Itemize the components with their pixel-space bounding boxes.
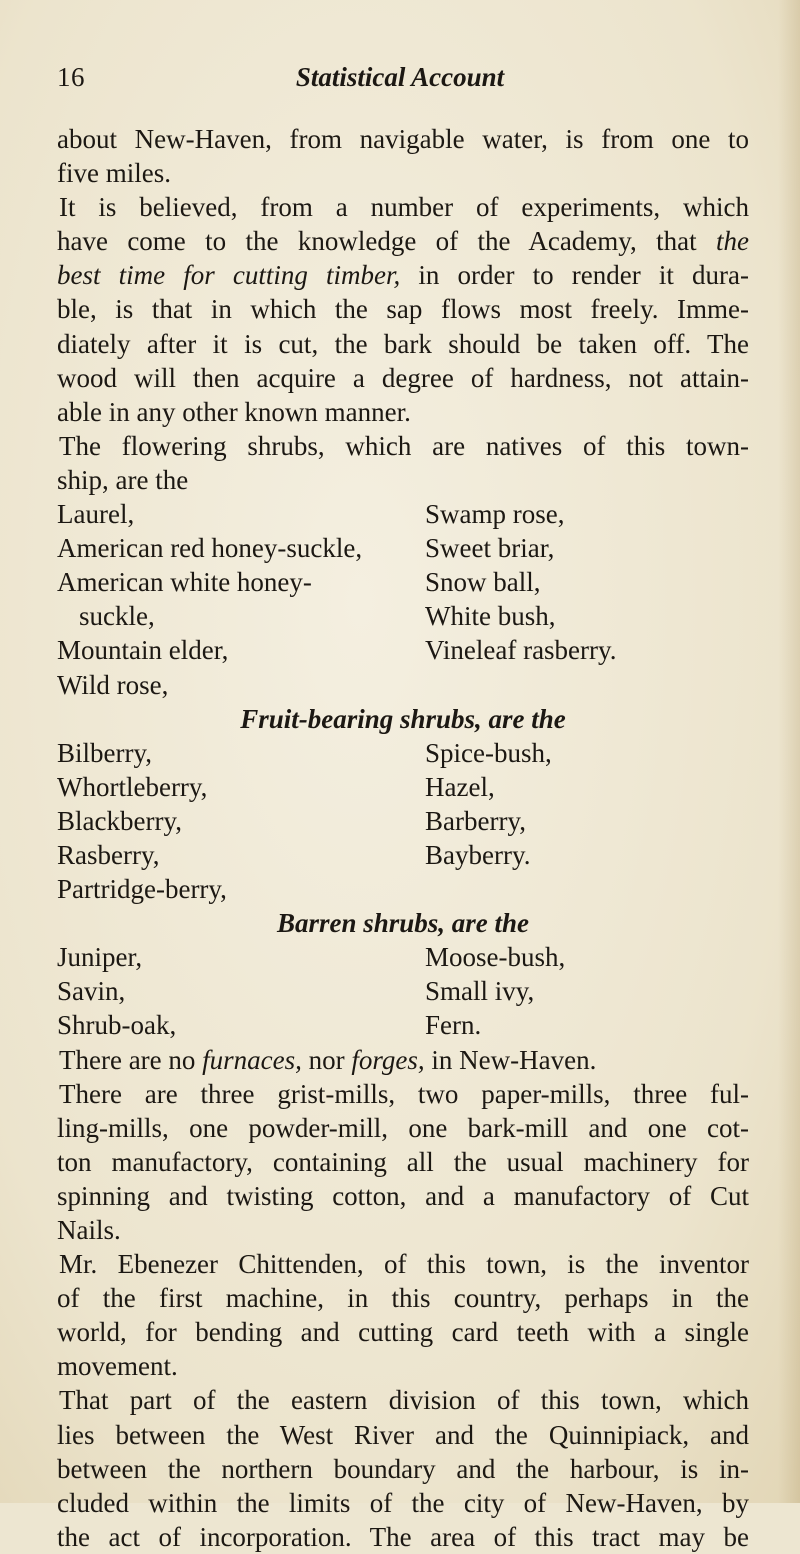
- text-line: [57, 258, 749, 292]
- barren-heading: Barren shrubs, are the: [276, 908, 530, 939]
- text-line: Nails.: [57, 1215, 121, 1245]
- text-line: diately after it is cut, the bark should be taken off. The: [57, 328, 749, 359]
- text-line: able in any other known manner.: [57, 396, 411, 427]
- text-line: between the northern boundary and the harbour, is in-: [57, 1453, 749, 1484]
- shrub-left: Bilberry,: [57, 737, 152, 768]
- text-line: [59, 1043, 749, 1077]
- shrub-right: Sweet briar,: [425, 533, 555, 564]
- shrub-right: Small ivy,: [425, 976, 535, 1007]
- text-line: wood will then acquire a degree of hardness, not attain-: [57, 362, 749, 393]
- text-line: cluded within the limits of the city of New-Haven, by: [57, 1487, 749, 1518]
- text-line: the act of incorporation. The area of this tract may be: [57, 1521, 749, 1552]
- italic-span: forges,: [351, 1044, 425, 1075]
- shrub-row: [57, 599, 749, 633]
- shrub-left: suckle,: [79, 601, 155, 632]
- shrub-left: Wild rose,: [57, 669, 169, 700]
- text-span: There are no: [59, 1044, 196, 1075]
- shrub-row: [57, 531, 749, 565]
- shrub-right: White bush,: [425, 601, 556, 632]
- shrub-left: Shrub-oak,: [57, 1010, 177, 1041]
- fruit-shrubs-list: [57, 736, 749, 906]
- text-line: That part of the eastern division of this town, which: [59, 1385, 749, 1416]
- text-line: The flowering shrubs, which are natives of this town-: [59, 430, 749, 461]
- barren-shrubs-list: [57, 940, 749, 1042]
- shrub-right: Spice-bush,: [425, 737, 552, 768]
- shrub-right: Fern.: [425, 1010, 482, 1041]
- shrub-right: Moose-bush,: [425, 942, 566, 973]
- text-line: of the first machine, in this country, perhaps in the: [57, 1283, 749, 1314]
- shrub-row: [57, 668, 749, 702]
- shrub-row: [57, 497, 749, 531]
- shrub-row: [57, 565, 749, 599]
- text-span: have come to the knowledge of the Academy, that: [57, 226, 697, 257]
- text-line: There are three grist-mills, two paper-mills, three ful-: [59, 1078, 749, 1109]
- text-line: about New-Haven, from navigable water, is from one to: [57, 124, 749, 154]
- text-line: lies between the West River and the Quinnipiack, and: [57, 1419, 749, 1450]
- text-line: spinning and twisting cotton, and a manufactory of Cut: [57, 1180, 749, 1211]
- running-title: Statistical Account: [295, 62, 505, 92]
- text-line: ling-mills, one powder-mill, one bark-mill and one cot-: [57, 1112, 749, 1143]
- flowering-shrubs-list: [57, 497, 749, 702]
- text-line: movement.: [57, 1351, 178, 1382]
- text-line: ship, are the: [57, 464, 189, 495]
- shrub-left: American white honey-: [57, 567, 312, 598]
- shrub-left: Juniper,: [57, 942, 143, 973]
- shrub-right: Hazel,: [425, 771, 495, 802]
- shrub-left: Laurel,: [57, 499, 135, 530]
- shrub-left: Blackberry,: [57, 805, 182, 836]
- shrub-row: [57, 770, 749, 804]
- shrub-row: [57, 974, 749, 1008]
- shrub-left: American red honey-suckle,: [57, 533, 363, 564]
- shrub-row: [57, 633, 749, 667]
- shrub-right: Barberry,: [425, 805, 526, 836]
- shrub-right: Bayberry.: [425, 839, 531, 870]
- text-line: five miles.: [57, 158, 171, 189]
- italic-span: the: [716, 226, 749, 257]
- text-line: It is believed, from a number of experiments, which: [59, 192, 749, 223]
- shrub-row: [57, 1008, 749, 1042]
- shrub-left: Partridge-berry,: [57, 874, 227, 905]
- text-line: [57, 224, 749, 258]
- shrub-right: Vineleaf rasberry.: [425, 635, 617, 666]
- shrub-left: Mountain elder,: [57, 635, 229, 666]
- text-span: nor: [308, 1044, 345, 1075]
- shrub-right: Snow ball,: [425, 567, 541, 598]
- fruit-bearing-heading: Fruit-bearing shrubs, are the: [240, 703, 566, 734]
- page-number: 16: [57, 62, 85, 92]
- text-span: in New-Haven.: [431, 1044, 597, 1075]
- text-line: ble, is that in which the sap flows most freely. Imme-: [57, 294, 749, 325]
- shrub-row: [57, 838, 749, 872]
- shrub-right: Swamp rose,: [425, 499, 565, 530]
- shrub-left: Whortleberry,: [57, 771, 208, 802]
- page-edge-shadow: [778, 0, 800, 1503]
- text-line: ton manufactory, containing all the usual machinery for: [57, 1146, 749, 1177]
- text-line: world, for bending and cutting card teeth with a single: [57, 1317, 749, 1348]
- italic-span: furnaces,: [202, 1044, 302, 1075]
- page-body: [57, 122, 749, 1554]
- shrub-left: Savin,: [57, 976, 126, 1007]
- shrub-row: [57, 872, 749, 906]
- shrub-row: [57, 736, 749, 770]
- text-span: in order to render it dura-: [418, 260, 749, 291]
- page-header: [57, 62, 743, 102]
- shrub-row: [57, 804, 749, 838]
- italic-span: best time for cutting timber,: [57, 260, 401, 291]
- shrub-row: [57, 940, 749, 974]
- shrub-left: Rasberry,: [57, 839, 160, 870]
- text-line: Mr. Ebenezer Chittenden, of this town, is the inventor: [59, 1249, 749, 1280]
